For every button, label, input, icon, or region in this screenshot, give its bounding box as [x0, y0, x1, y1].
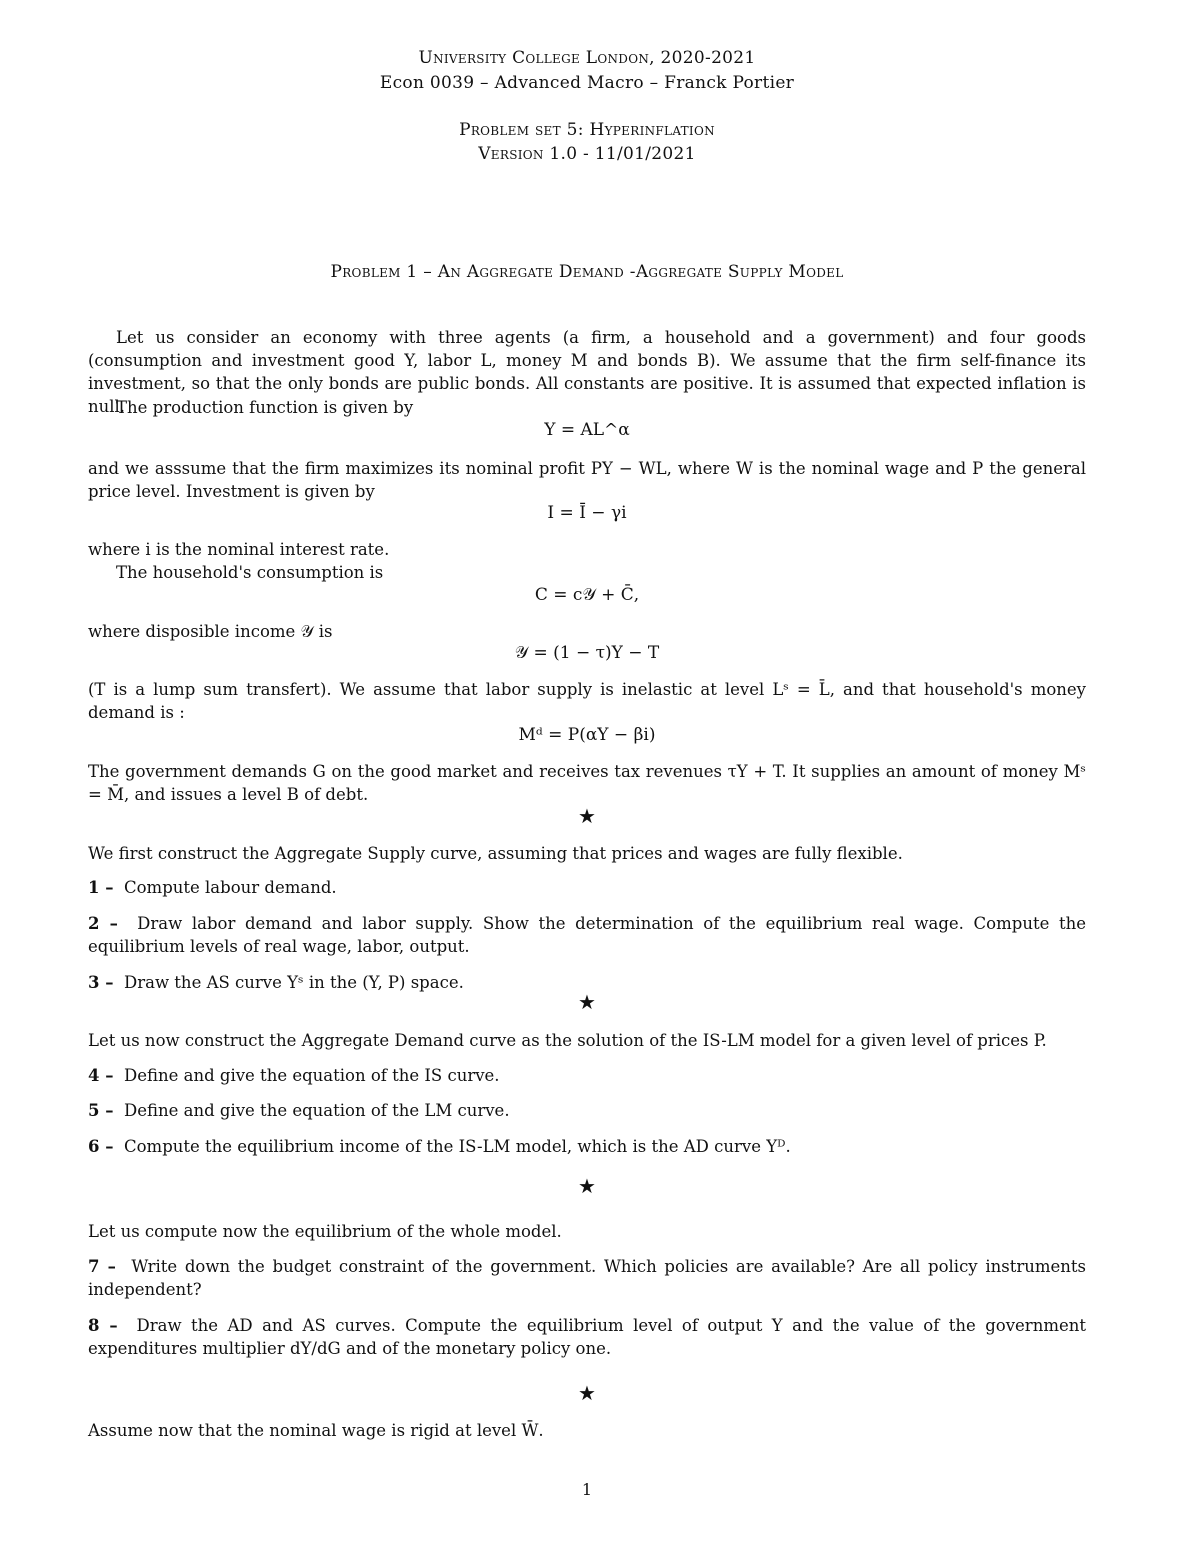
question-6 — [88, 1135, 1086, 1158]
question-1-text: Compute labour demand. — [123, 878, 337, 897]
star-separator-2: ★ — [578, 990, 596, 1014]
question-1 — [88, 876, 1086, 899]
question-4-number: 4 – — [88, 1066, 114, 1085]
question-4-text: Define and give the equation of the IS curve. — [123, 1066, 500, 1085]
section2-intro: Let us now construct the Aggregate Demand curve as the solution of the IS-LM model for a given level of prices P. — [88, 1031, 1047, 1050]
intro-paragraph-7: (T is a lump sum transfert). We assume that labor supply is inelastic at level Lˢ = L̄, and that household's money demand is : — [88, 680, 1086, 722]
equation-money-demand: Mᵈ = P(αY − βi) — [518, 725, 656, 745]
header-version: Version 1.0 - 11/01/2021 — [478, 144, 696, 164]
star-separator-3: ★ — [578, 1174, 596, 1198]
header-problem-set: Problem set 5: Hyperinflation — [459, 120, 715, 140]
question-2-text: Draw labor demand and labor supply. Show the determination of the equilibrium real wage. Compute the equilibrium levels of real wage, labor, output. — [88, 914, 1086, 956]
header-institution: University College London, 2020-2021 — [418, 48, 756, 68]
section4-intro: Assume now that the nominal wage is rigid at level W̄. — [88, 1421, 544, 1440]
question-5-number: 5 – — [88, 1101, 114, 1120]
question-5-text: Define and give the equation of the LM curve. — [123, 1101, 510, 1120]
question-6-text: Compute the equilibrium income of the IS-LM model, which is the AD curve Yᴰ. — [123, 1137, 791, 1156]
star-separator-1: ★ — [578, 804, 596, 828]
question-7-number: 7 – — [88, 1257, 116, 1276]
question-7-text: Write down the budget constraint of the government. Which policies are available? Are all policy instruments independent? — [88, 1257, 1086, 1299]
equation-consumption: C = c𝒴 + C̄, — [534, 585, 640, 605]
question-3-text: Draw the AS curve Yˢ in the (Y, P) space. — [123, 973, 464, 992]
question-5 — [88, 1099, 1086, 1122]
question-6-number: 6 – — [88, 1137, 114, 1156]
question-4 — [88, 1064, 1086, 1087]
intro-paragraph-2: The production function is given by — [116, 398, 414, 417]
question-8-number: 8 – — [88, 1316, 118, 1335]
intro-paragraph-6: where disposible income 𝒴 is — [88, 622, 333, 641]
equation-disposable-income: 𝒴 = (1 − τ)Y − T — [514, 643, 660, 663]
section1-intro: We first construct the Aggregate Supply curve, assuming that prices and wages are fully flexible. — [88, 844, 903, 863]
question-3-number: 3 – — [88, 973, 114, 992]
header-course: Econ 0039 – Advanced Macro – Franck Portier — [379, 73, 795, 93]
page-number: 1 — [581, 1480, 593, 1499]
intro-paragraph-3: and we asssume that the firm maximizes its nominal profit PY − WL, where W is the nominal wage and P the general price level. Investment is given by — [88, 459, 1086, 501]
question-1-number: 1 – — [88, 878, 114, 897]
problem-title: Problem 1 – An Aggregate Demand -Aggregate Supply Model — [330, 262, 844, 282]
question-2-number: 2 – — [88, 914, 118, 933]
intro-paragraph-8: The government demands G on the good market and receives tax revenues τY + T. It supplies an amount of money Mˢ = M̄, and issues a level B of debt. — [88, 762, 1086, 804]
document-page — [88, 0, 1086, 1553]
question-8-text: Draw the AD and AS curves. Compute the equilibrium level of output Y and the value of the government expenditures multiplier dY/dG and of the monetary policy one. — [88, 1316, 1086, 1358]
intro-paragraph-5: The household's consumption is — [116, 563, 384, 582]
star-separator-4: ★ — [578, 1381, 596, 1405]
intro-paragraph-1: Let us consider an economy with three agents (a firm, a household and a government) and four goods (consumption and investment good Y, labor L, money M and bonds B). We assume that the firm self-finance its investment, so that the only bonds are public bonds. All constants are positive. It is assumed that expected inflation is null. — [88, 328, 1086, 416]
section3-intro: Let us compute now the equilibrium of the whole model. — [88, 1222, 562, 1241]
question-2 — [88, 912, 1086, 958]
intro-paragraph-4: where i is the nominal interest rate. — [88, 540, 390, 559]
equation-investment: I = Ī − γi — [547, 503, 627, 523]
question-7 — [88, 1255, 1086, 1301]
question-8 — [88, 1314, 1086, 1360]
equation-production: Y = AL^α — [544, 420, 630, 440]
